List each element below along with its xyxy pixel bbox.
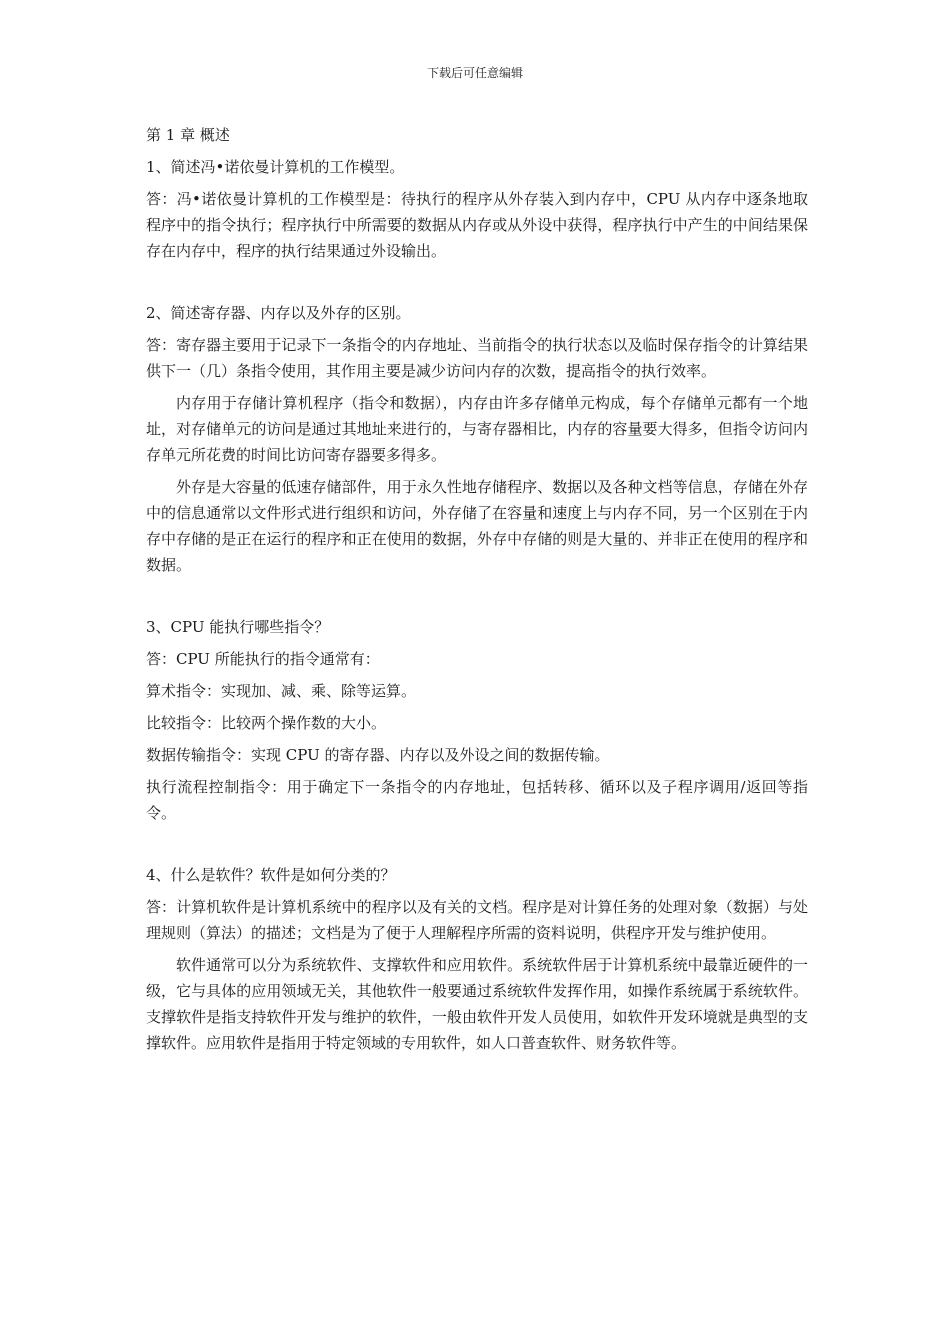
section-gap — [146, 832, 808, 862]
answer-3: 答：CPU 所能执行的指令通常有： — [146, 650, 380, 668]
question-3: 3、CPU 能执行哪些指令？ — [146, 618, 330, 636]
question-2: 2、简述寄存器、内存以及外存的区别。 — [146, 304, 411, 322]
question-1: 1、简述冯•诺依曼计算机的工作模型。 — [146, 158, 405, 176]
section-gap — [146, 270, 808, 300]
answer-2-paragraph-2: 内存用于存储计算机程序（指令和数据），内存由许多存储单元构成，每个存储单元都有一个地址，对存储单元的访问是通过其地址来进行的，与寄存器相比，内存的容量要大得多，但指令访问内存单元所花费的时间比访问寄存器要多得多。 — [146, 394, 808, 464]
document-body — [146, 122, 808, 1062]
answer-2-paragraph-3: 外存是大容量的低速存储部件，用于永久性地存储程序、数据以及各种文档等信息，存储在外存中的信息通常以文件形式进行组织和访问，外存储了在容量和速度上与内存不同，另一个区别在于内存中存储的是正在运行的程序和正在使用的数据，外存中存储的则是大量的、并非正在使用的程序和数据。 — [146, 478, 808, 574]
answer-3-item: 比较指令：比较两个操作数的大小。 — [146, 714, 387, 732]
chapter-title: 第 1 章 概述 — [146, 126, 230, 144]
page-header: 下载后可任意编辑 — [426, 66, 523, 80]
answer-4-paragraph-2: 软件通常可以分为系统软件、支撑软件和应用软件。系统软件居于计算机系统中最靠近硬件的一级，它与具体的应用领域无关，其他软件一般要通过系统软件发挥作用，如操作系统属于系统软件。支撑软件是指支持软件开发与维护的软件，一般由软件开发人员使用，如软件开发环境就是典型的支撑软件。应用软件是指用于特定领域的专用软件，如人口普查软件、财务软件等。 — [146, 956, 808, 1052]
section-gap — [146, 584, 808, 614]
answer-3-item: 执行流程控制指令：用于确定下一条指令的内存地址，包括转移、循环以及子程序调用/返回等指令。 — [146, 778, 808, 822]
answer-3-item: 算术指令：实现加、减、乘、除等运算。 — [146, 682, 417, 700]
answer-3-item: 数据传输指令：实现 CPU 的寄存器、内存以及外设之间的数据传输。 — [146, 746, 610, 764]
answer-4: 答：计算机软件是计算机系统中的程序以及有关的文档。程序是对计算任务的处理对象（数据）与处理规则（算法）的描述；文档是为了便于人理解程序所需的资料说明，供程序开发与维护使用。 — [146, 898, 808, 942]
question-4: 4、什么是软件？软件是如何分类的？ — [146, 866, 396, 884]
answer-1: 答：冯•诺依曼计算机的工作模型是：待执行的程序从外存装入到内存中，CPU 从内存中逐条地取程序中的指令执行；程序执行中所需要的数据从内存或从外设中获得，程序执行中产生的中间结果保存在内存中，程序的执行结果通过外设输出。 — [146, 190, 808, 260]
answer-2: 答：寄存器主要用于记录下一条指令的内存地址、当前指令的执行状态以及临时保存指令的计算结果供下一（几）条指令使用，其作用主要是减少访问内存的次数，提高指令的执行效率。 — [146, 336, 808, 380]
